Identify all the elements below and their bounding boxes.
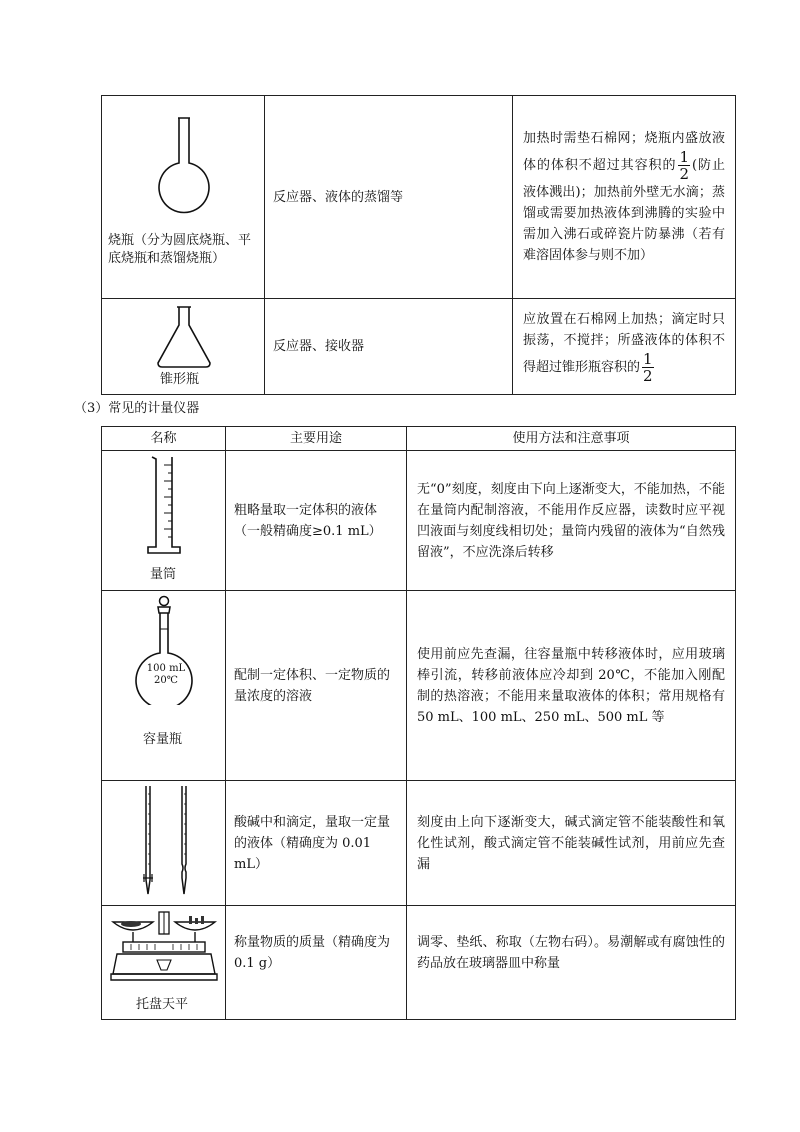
cylinder-note: 无“0”刻度，刻度由下向上逐渐变大，不能加热，不能在量筒内配制溶液，不能用作反应器，读数时应平视凹液面与刻度线相切处；量筒内残留的液体为“自然残留液”，不应洗涤后转移 xyxy=(407,451,736,591)
flask-label-temp: 20℃ xyxy=(154,675,178,686)
conical-flask-name: 锥形瓶 xyxy=(160,372,200,387)
conical-flask-icon xyxy=(154,305,214,369)
table-row xyxy=(102,781,736,906)
table-row xyxy=(102,591,736,781)
header-name: 名称 xyxy=(102,427,226,451)
conical-flask-cell xyxy=(102,299,265,395)
conical-flask-note xyxy=(513,299,736,395)
volumetric-flask-note: 使用前应先查漏，往容量瓶中转移液体时，应用玻璃棒引流，转移前液体应冷却到 20℃，不能加入刚配制的热溶液；不能用来量取液体的体积；常用规格有 50 mL、100 mL、250 mL、500 mL 等 xyxy=(407,591,736,781)
table-row xyxy=(102,299,736,395)
cylinder-name: 量筒 xyxy=(150,567,177,582)
table-row xyxy=(102,451,736,591)
volumetric-flask-use: 配制一定体积、一定物质的量浓度的溶液 xyxy=(226,591,407,781)
table-row xyxy=(102,906,736,1020)
round-flask-icon xyxy=(154,116,214,216)
burette-use: 酸碱中和滴定，量取一定量的液体（精确度为 0.01 mL） xyxy=(226,781,407,906)
balance-note: 调零、垫纸、称取（左物右码）。易潮解或有腐蚀性的药品放在玻璃器皿中称量 xyxy=(407,906,736,1020)
conical-flask-use: 反应器、接收器 xyxy=(265,299,513,395)
table-header-row xyxy=(102,427,736,451)
graduated-cylinder-icon xyxy=(146,453,186,557)
flask-cell xyxy=(102,96,265,299)
burette-icon xyxy=(132,784,202,902)
measuring-instrument-table xyxy=(101,426,736,1020)
conical-flask-note-a: 应放置在石棉网上加热；滴定时只振荡，不搅拌；所盛液体的体积不得超过锥形瓶容积的 xyxy=(523,312,725,375)
balance-cell xyxy=(102,906,226,1020)
section-heading: （3）常见的计量仪器 xyxy=(74,401,200,416)
cylinder-use: 粗略量取一定体积的液体（一般精确度≥0.1 mL） xyxy=(226,451,407,591)
table-row xyxy=(102,96,736,299)
volumetric-flask-icon xyxy=(129,595,199,705)
volumetric-flask-cell xyxy=(102,591,226,781)
balance-use: 称量物质的质量（精确度为 0.1 g） xyxy=(226,906,407,1020)
cylinder-cell xyxy=(102,451,226,591)
flask-note xyxy=(513,96,736,299)
flask-note-a: 加热时需垫石棉网；烧瓶内盛放液体的体积不超过其容积的 xyxy=(523,131,725,173)
flask-name: 烧瓶（分为圆底烧瓶、平底烧瓶和蒸馏烧瓶） xyxy=(108,233,252,266)
header-notes: 使用方法和注意事项 xyxy=(407,427,736,451)
balance-name: 托盘天平 xyxy=(136,997,189,1012)
flask-use: 反应器、液体的蒸馏等 xyxy=(265,96,513,299)
instrument-table-1 xyxy=(101,95,736,395)
burette-note: 刻度由上向下逐渐变大，碱式滴定管不能装酸性和氧化性试剂，酸式滴定管不能装碱性试剂，用前应先查漏 xyxy=(407,781,736,906)
header-use: 主要用途 xyxy=(226,427,407,451)
flask-label-volume: 100 mL xyxy=(146,663,186,674)
pan-balance-icon xyxy=(109,908,219,990)
volumetric-flask-name: 容量瓶 xyxy=(143,732,183,747)
fraction: $\frac{1}{2}$ xyxy=(679,148,690,183)
flask-note-b: (防止液体溅出)；加热前外壁无水滴；蒸馏或需要加热液体到沸腾的实验中需加入沸石或碎瓷片防暴沸（若有难溶固体参与则不加） xyxy=(523,158,725,263)
burette-cell xyxy=(102,781,226,906)
fraction: $\frac{1}{2}$ xyxy=(643,350,653,385)
